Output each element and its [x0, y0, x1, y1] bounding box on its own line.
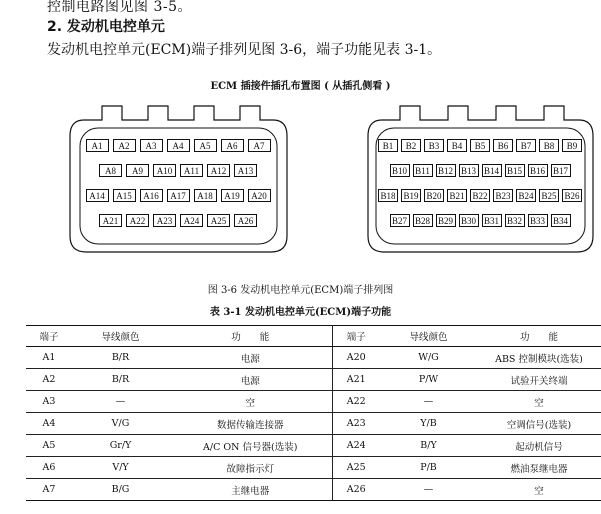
pin-b31: B31 — [482, 214, 502, 227]
cell-function: 空 — [169, 391, 332, 413]
pin-a17: A17 — [167, 189, 190, 202]
cell-wire-color: — — [72, 391, 169, 413]
pin-a1: A1 — [86, 139, 109, 152]
header-wire-color: 导线颜色 — [380, 326, 477, 347]
pin-b34: B34 — [551, 214, 571, 227]
cell-function: 空 — [477, 391, 601, 413]
cell-terminal: A3 — [26, 391, 72, 413]
pin-a6: A6 — [221, 139, 244, 152]
pin-b15: B15 — [505, 164, 525, 177]
pin-b8: B8 — [539, 139, 559, 152]
header-function: 功 能 — [477, 326, 601, 347]
pin-b14: B14 — [482, 164, 502, 177]
table-row — [26, 391, 601, 413]
pin-a4: A4 — [167, 139, 190, 152]
cell-terminal: A6 — [26, 457, 72, 479]
pin-a21: A21 — [99, 214, 122, 227]
cell-wire-color: V/Y — [72, 457, 169, 479]
pin-b25: B25 — [539, 189, 559, 202]
pin-b9: B9 — [562, 139, 582, 152]
cell-terminal: A21 — [332, 369, 380, 391]
cell-terminal: A26 — [332, 479, 380, 501]
pin-b11: B11 — [413, 164, 433, 177]
pin-a22: A22 — [126, 214, 149, 227]
cell-function: 故障指示灯 — [169, 457, 332, 479]
pin-b5: B5 — [470, 139, 490, 152]
cell-terminal: A5 — [26, 435, 72, 457]
pin-b7: B7 — [516, 139, 536, 152]
cell-wire-color: — — [380, 391, 477, 413]
diagram-title: ECM 插接件插孔布置图 ( 从插孔侧看 ) — [210, 81, 391, 92]
table-row — [26, 347, 601, 369]
cell-terminal: A22 — [332, 391, 380, 413]
pin-b24: B24 — [516, 189, 536, 202]
cell-function: ABS 控制模块(选装) — [477, 347, 601, 369]
table-title: 表 3-1 发动机电控单元(ECM)端子功能 — [209, 307, 392, 318]
cell-wire-color: — — [380, 479, 477, 501]
pin-b4: B4 — [447, 139, 467, 152]
pin-b10: B10 — [390, 164, 410, 177]
pin-b17: B17 — [551, 164, 571, 177]
pin-a2: A2 — [113, 139, 136, 152]
pin-b21: B21 — [447, 189, 467, 202]
cell-function: 试验开关终端 — [477, 369, 601, 391]
cell-wire-color: V/G — [72, 413, 169, 435]
pin-a11: A11 — [180, 164, 203, 177]
pin-b1: B1 — [378, 139, 398, 152]
cell-wire-color: Y/B — [380, 413, 477, 435]
cell-terminal: A23 — [332, 413, 380, 435]
table-row — [26, 457, 601, 479]
cell-terminal: A25 — [332, 457, 380, 479]
pin-b12: B12 — [436, 164, 456, 177]
pin-b18: B18 — [378, 189, 398, 202]
terminal-function-table — [26, 325, 601, 501]
cell-wire-color: Gr/Y — [72, 435, 169, 457]
cell-function: 起动机信号 — [477, 435, 601, 457]
pin-b33: B33 — [528, 214, 548, 227]
cell-terminal: A1 — [26, 347, 72, 369]
connector-b — [364, 96, 597, 256]
header-terminal: 端子 — [332, 326, 380, 347]
figure-caption: 图 3-6 发动机电控单元(ECM)端子排列图 — [207, 285, 394, 296]
pin-a16: A16 — [140, 189, 163, 202]
pin-a3: A3 — [140, 139, 163, 152]
cell-wire-color: W/G — [380, 347, 477, 369]
pin-b16: B16 — [528, 164, 548, 177]
pin-b30: B30 — [459, 214, 479, 227]
pin-b28: B28 — [413, 214, 433, 227]
pin-a9: A9 — [126, 164, 149, 177]
cell-function: 燃油泵继电器 — [477, 457, 601, 479]
cell-function: 空 — [477, 479, 601, 501]
pin-b22: B22 — [470, 189, 490, 202]
table-row — [26, 413, 601, 435]
pin-b2: B2 — [401, 139, 421, 152]
pin-a20: A20 — [248, 189, 271, 202]
connector-a — [66, 96, 291, 256]
pin-a8: A8 — [99, 164, 122, 177]
pin-a12: A12 — [207, 164, 230, 177]
pin-a14: A14 — [86, 189, 109, 202]
pin-a19: A19 — [221, 189, 244, 202]
pin-a18: A18 — [194, 189, 217, 202]
cell-terminal: A4 — [26, 413, 72, 435]
pin-b29: B29 — [436, 214, 456, 227]
cell-function: A/C ON 信号器(选装) — [169, 435, 332, 457]
cell-terminal: A20 — [332, 347, 380, 369]
pin-a26: A26 — [234, 214, 257, 227]
pin-a15: A15 — [113, 189, 136, 202]
pin-b19: B19 — [401, 189, 421, 202]
cell-wire-color: B/R — [72, 347, 169, 369]
pin-b32: B32 — [505, 214, 525, 227]
pin-b13: B13 — [459, 164, 479, 177]
cell-terminal: A2 — [26, 369, 72, 391]
table-row — [26, 435, 601, 457]
header-terminal: 端子 — [26, 326, 72, 347]
pin-b23: B23 — [493, 189, 513, 202]
pin-b20: B20 — [424, 189, 444, 202]
pin-a13: A13 — [234, 164, 257, 177]
header-wire-color: 导线颜色 — [72, 326, 169, 347]
table-row — [26, 369, 601, 391]
header-function: 功 能 — [169, 326, 332, 347]
table-header-row — [26, 326, 601, 347]
cell-function: 电源 — [169, 347, 332, 369]
intro-line: 控制电路图见图 3-5。 — [47, 0, 192, 15]
pin-b3: B3 — [424, 139, 444, 152]
cell-terminal: A7 — [26, 479, 72, 501]
cell-function: 数据传输连接器 — [169, 413, 332, 435]
pin-a25: A25 — [207, 214, 230, 227]
cell-terminal: A24 — [332, 435, 380, 457]
pin-a23: A23 — [153, 214, 176, 227]
cell-wire-color: P/B — [380, 457, 477, 479]
cell-wire-color: P/W — [380, 369, 477, 391]
section-heading: 2. 发动机电控单元 — [47, 19, 165, 35]
cell-function: 主继电器 — [169, 479, 332, 501]
intro-paragraph: 发动机电控单元(ECM)端子排列见图 3-6，端子功能见表 3-1。 — [47, 42, 442, 58]
pin-a5: A5 — [194, 139, 217, 152]
cell-wire-color: B/G — [72, 479, 169, 501]
cell-wire-color: B/Y — [380, 435, 477, 457]
table-row — [26, 479, 601, 501]
pin-a24: A24 — [180, 214, 203, 227]
cell-function: 电源 — [169, 369, 332, 391]
pin-a7: A7 — [248, 139, 271, 152]
pin-b6: B6 — [493, 139, 513, 152]
cell-function: 空调信号(选装) — [477, 413, 601, 435]
cell-wire-color: B/R — [72, 369, 169, 391]
pin-a10: A10 — [153, 164, 176, 177]
pin-b26: B26 — [562, 189, 582, 202]
pin-b27: B27 — [390, 214, 410, 227]
